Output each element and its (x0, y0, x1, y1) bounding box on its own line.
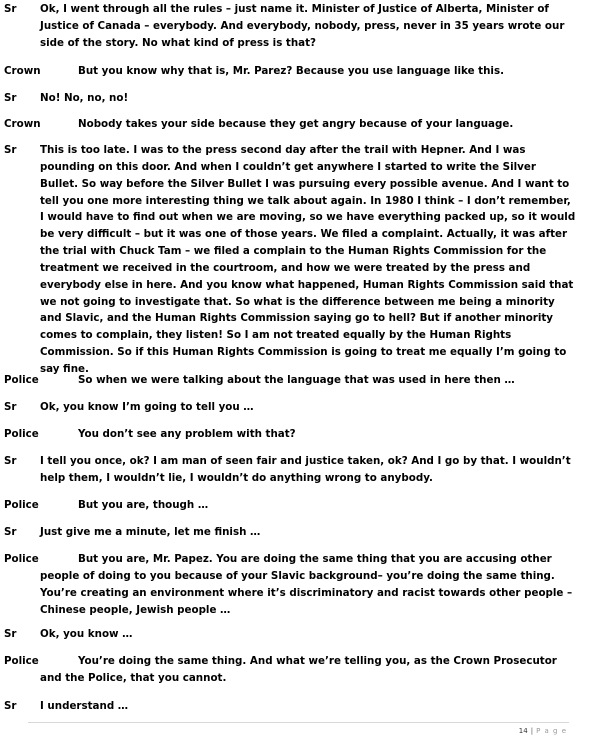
speaker-label: Police (4, 553, 39, 565)
speech-text: I tell you once, ok? I am man of seen fair and justice taken, ok? And I go by that. I wouldn’t help them, I wouldn’t lie, I wouldn’t do anything wrong to anybody. (40, 455, 571, 484)
speaker-label: Sr (4, 3, 17, 15)
speech-text: I understand … (40, 700, 129, 712)
speech-text: Ok, you know I’m going to tell you … (40, 401, 254, 413)
speaker-label: Sr (4, 526, 17, 538)
speech-text: This is too late. I was to the press second day after the trail with Hepner. And I was pounding on this door. And when I couldn’t get anywhere I started to write the Silver Bullet. So way before the Silver Bullet I was pursuing every possible avenue. And I want to tell you one more interesting thing we talk about again. In 1980 I think – I don’t remember, I would have to find out when we are moving, so we have everything packed up, so it would be very difficult – but it was one of those years. We filed a complaint. Actually, it was after the trial with Chuck Tam – we filed a complain to the Human Rights Commission for the treatment we received in the courtroom, and how we were treated by the press and everybody else in here. And you know what happened, Human Rights Commission said that we not going to investigate that. So what is the difference between me being a minority and Slavic, and the Human Rights Commission saying go to hell? But if another minority comes to complain, they listen! So I am not treated equally by the Human Rights Commission. So if this Human Rights Commission is going to treat me equally I’m going to say fine. (40, 144, 576, 375)
speaker-label: Sr (4, 92, 17, 104)
speech-text: You’re doing the same thing. And what we’re telling you, as the Crown Prosecutor and the Police, that you cannot. (40, 655, 557, 684)
speaker-label: Sr (4, 628, 17, 640)
speech-text: But you are, Mr. Papez. You are doing the same thing that you are accusing other people of doing to you because of your Slavic background– you’re doing the same thing. You’re creating an environment where it’s discriminatory and racist towards other people – Chinese people, Jewish people … (40, 553, 573, 616)
speech-text: But you know why that is, Mr. Parez? Because you use language like this. (78, 65, 504, 77)
page-footer (519, 727, 567, 735)
speech-text: No! No, no, no! (40, 92, 129, 104)
speaker-label: Sr (4, 144, 17, 156)
speaker-label: Police (4, 655, 39, 667)
speaker-label: Sr (4, 700, 17, 712)
page-label: P a g e (536, 727, 567, 735)
speech-text: Ok, you know … (40, 628, 133, 640)
speaker-label: Police (4, 499, 39, 511)
speech-text: You don’t see any problem with that? (78, 428, 296, 440)
speech-text: Ok, I went through all the rules – just name it. Minister of Justice of Alberta, Minister of Justice of Canada – everybody. And everybody, nobody, press, never in 35 years wrote our side of the story. No what kind of press is that? (40, 3, 565, 49)
footer-divider (28, 722, 569, 723)
speaker-label: Crown (4, 118, 41, 130)
speech-text: So when we were talking about the language that was used in here then … (78, 374, 515, 386)
footer-separator: | (530, 727, 534, 735)
speech-text: Just give me a minute, let me finish … (40, 526, 261, 538)
speech-text: Nobody takes your side because they get angry because of your language. (78, 118, 514, 130)
speaker-label: Police (4, 374, 39, 386)
speaker-label: Sr (4, 455, 17, 467)
speaker-label: Sr (4, 401, 17, 413)
speech-text: But you are, though … (78, 499, 209, 511)
speaker-label: Police (4, 428, 39, 440)
speaker-label: Crown (4, 65, 41, 77)
page-number: 14 (518, 727, 528, 735)
